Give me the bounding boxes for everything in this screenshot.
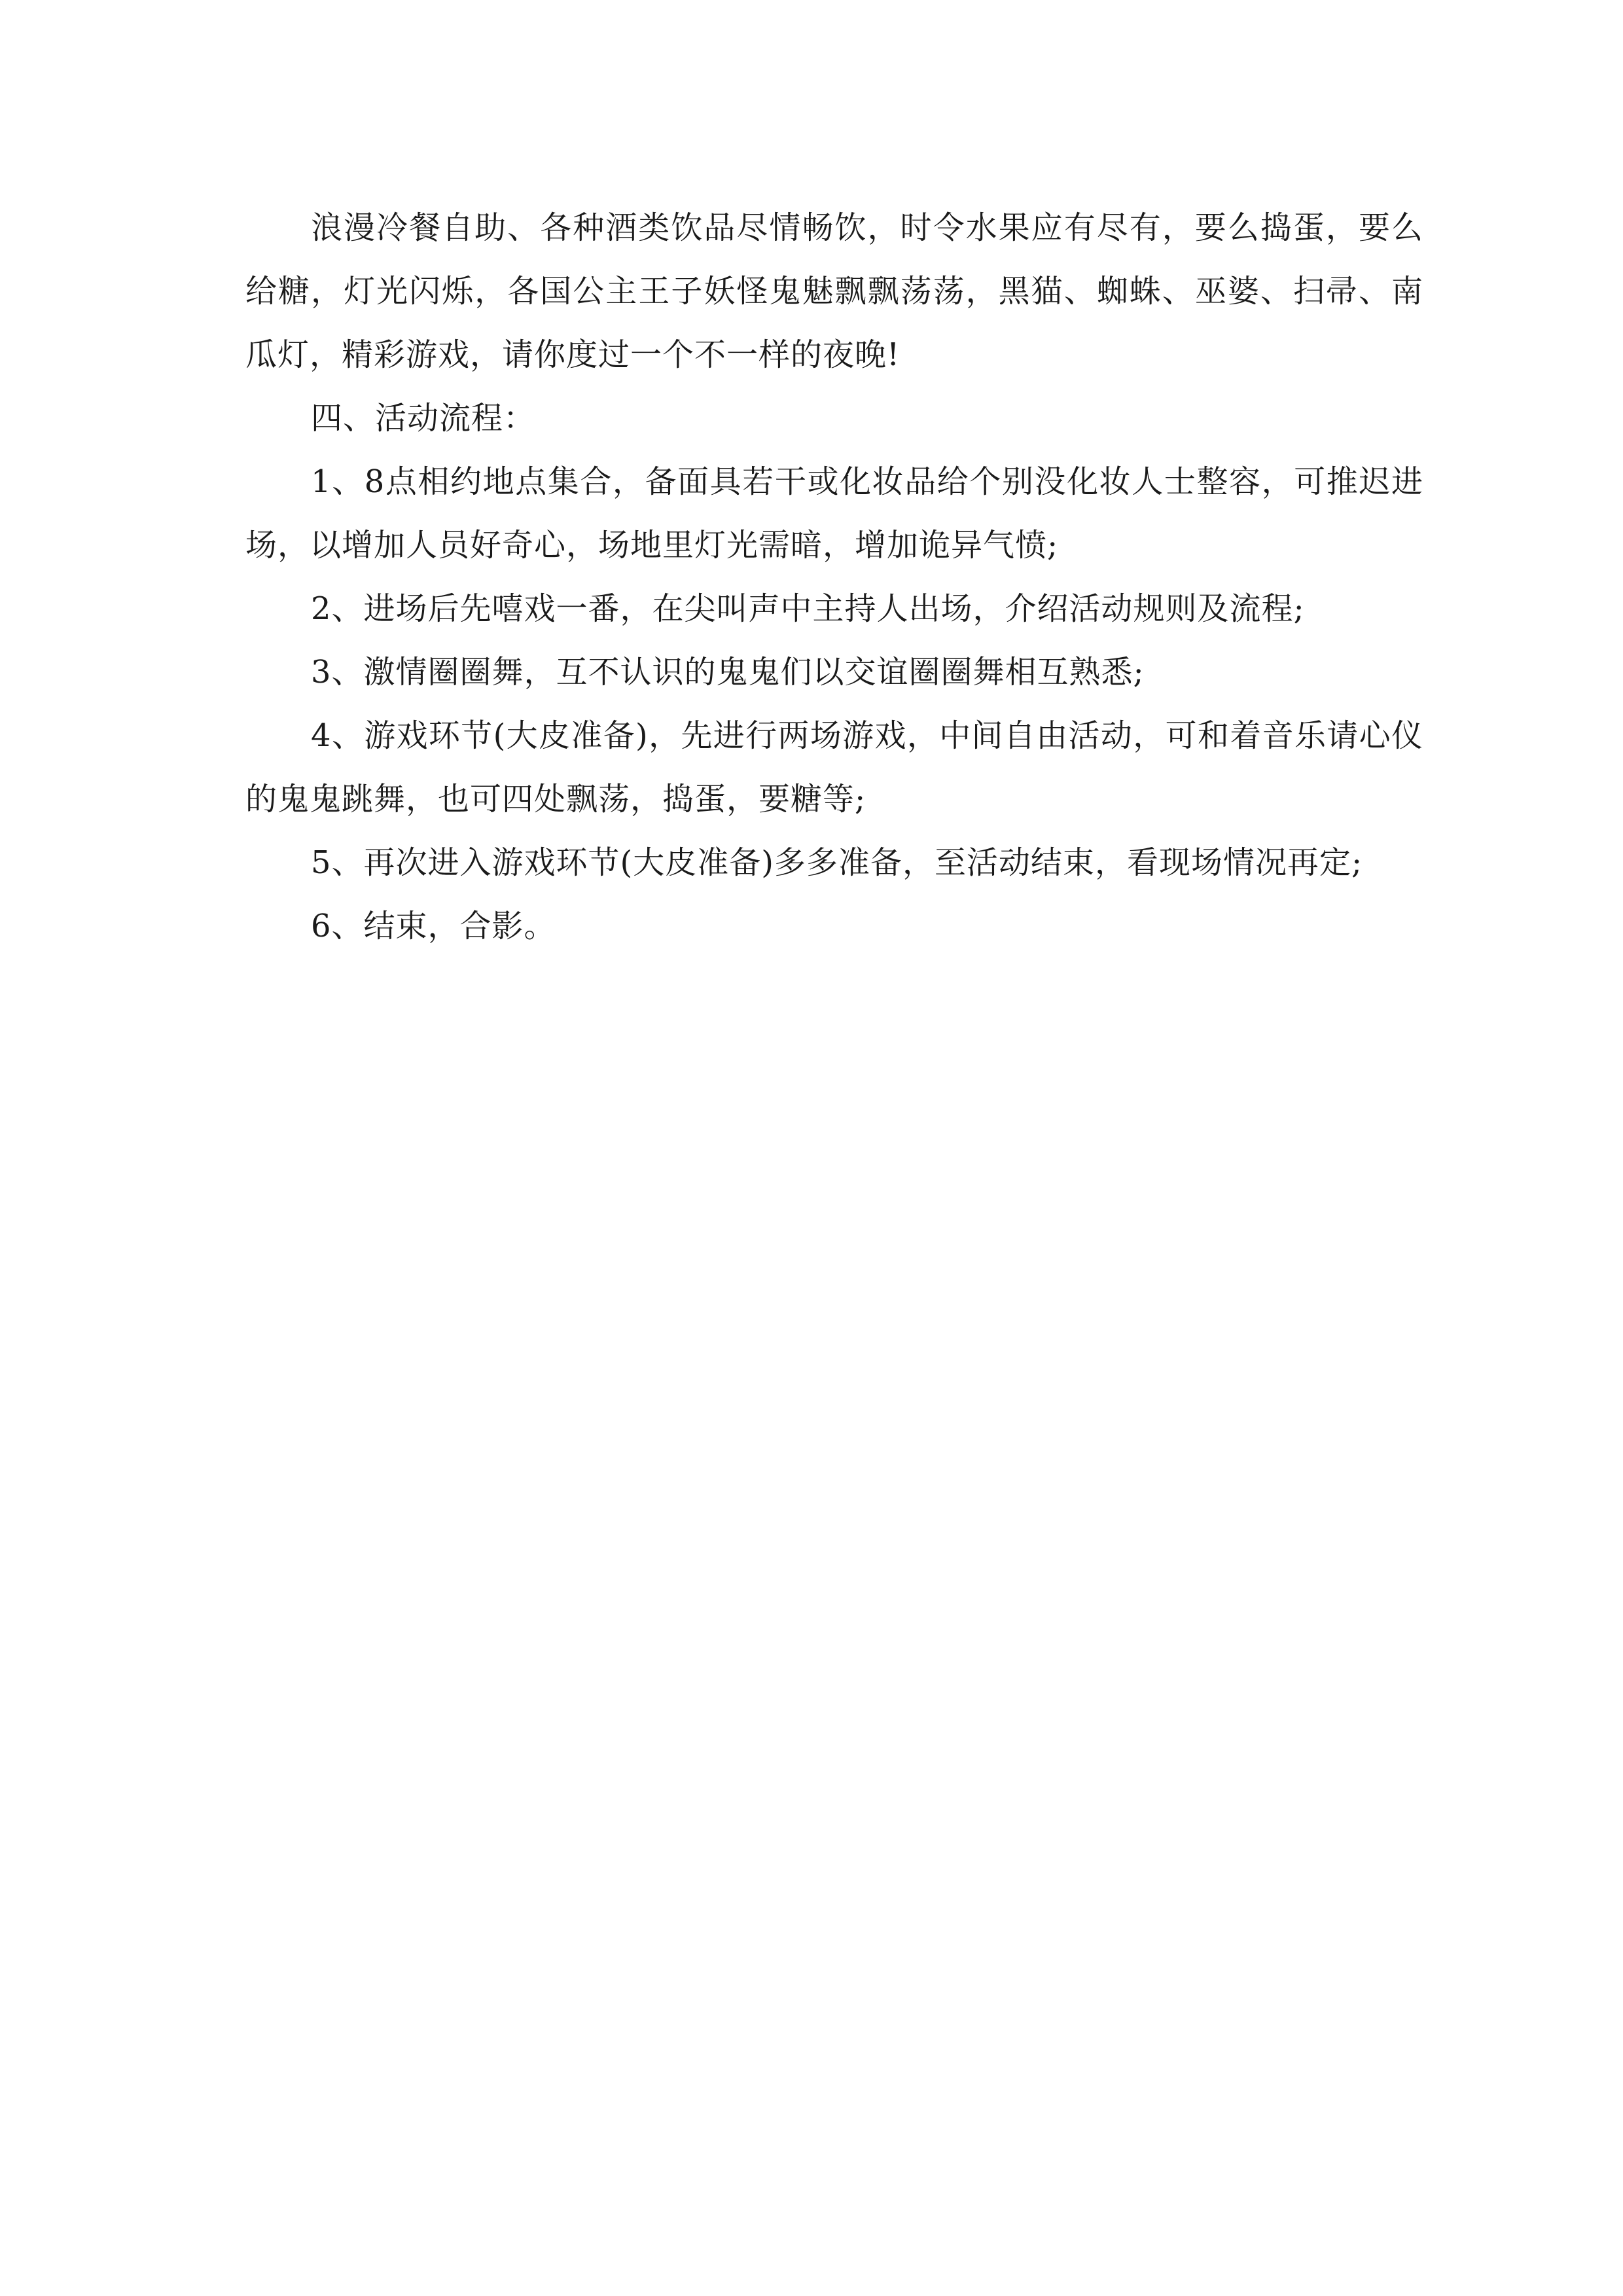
list-item-step-5: 5、再次进入游戏环节(大皮准备)多多准备，至活动结束，看现场情况再定; [311,844,1363,881]
section-heading-activity-flow: 四、活动流程： [311,400,536,437]
document-body [245,196,1423,958]
list-item-step-6: 6、结束，合影。 [311,908,556,944]
list-item-step-3: 3、激情圈圈舞，互不认识的鬼鬼们以交谊圈圈舞相互熟悉; [311,654,1145,691]
paragraph-intro: 浪漫冷餐自助、各种酒类饮品尽情畅饮，时令水果应有尽有，要么捣蛋，要么给糖，灯光闪烁，各国公主王子妖怪鬼魅飘飘荡荡，黑猫、蜘蛛、巫婆、扫帚、南瓜灯，精彩游戏，请你度过一个不一样的夜晚! [245,209,1423,373]
list-item-step-4: 4、游戏环节(大皮准备)，先进行两场游戏，中间自由活动，可和着音乐请心仪的鬼鬼跳舞，也可四处飘荡，捣蛋，要糖等; [245,717,1423,817]
list-item-step-2: 2、进场后先嘻戏一番，在尖叫声中主持人出场，介绍活动规则及流程; [311,590,1305,627]
list-item-step-1: 1、8点相约地点集合，备面具若干或化妆品给个别没化妆人士整容，可推迟进场，以增加人员好奇心，场地里灯光需暗，增加诡异气愤; [245,463,1423,564]
